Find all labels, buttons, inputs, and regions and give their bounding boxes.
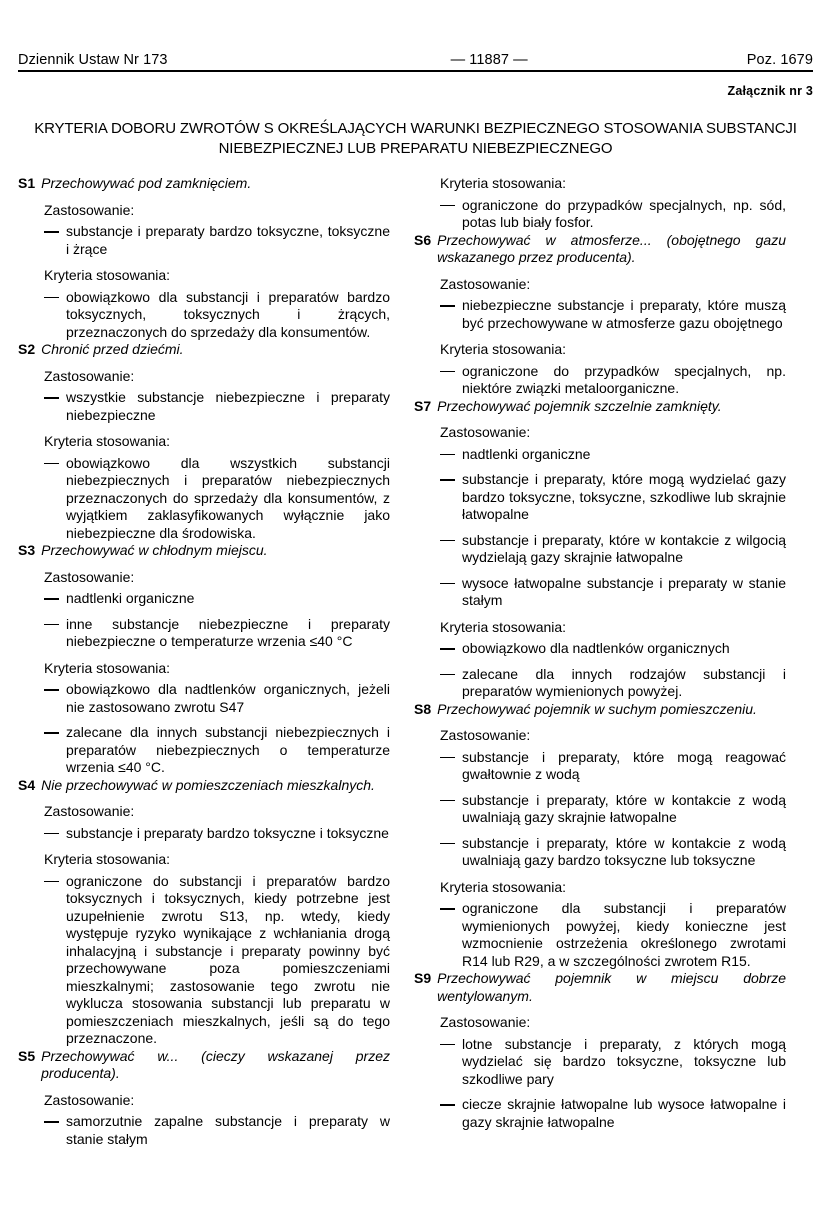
entry-phrase: Przechowywać w chłodnym miejscu. [41,542,268,558]
list-item-text: wszystkie substancje niebezpieczne i preparaty niebezpieczne [66,389,390,423]
entry-s7-kryteria-list [440,640,786,701]
entry-s3-zastosowanie-list [44,590,390,651]
list-item-text: substancje i preparaty, które w kontakcie z wodą uwalniają gazy bardzo toksyczne lub toksyczne [462,834,786,868]
two-column-body [18,175,813,1212]
entry-code: S8 [414,700,432,717]
page-number: — 11887 — [450,52,528,68]
header-rule [18,70,813,72]
entry-s2-zastosowanie-list [44,389,390,424]
entry-phrase: Przechowywać w... (cieczy wskazanej przez producenta). [41,1047,390,1081]
label-kryteria: Kryteria stosowania: [440,341,567,357]
right-column [414,175,786,1212]
entry-s3 [18,542,390,777]
list-item-text: substancje i preparaty bardzo toksyczne, toksyczne i żrące [66,223,390,257]
list-item-text: obowiązkowo dla wszystkich substancji niebezpiecznych i preparatów niebezpiecznych przeznaczonych do sprzedaży dla konsumentów, z wyjątkiem zaklasyfikowanych wyłącznie jako niebezpieczne dla środowiska. [66,454,390,541]
entry-phrase: Przechowywać pojemnik w miejscu dobrze wentylowanym. [437,970,786,1004]
list-item-text: ograniczone dla substancji i preparatów wymienionych powyżej, kiedy konieczne jest wzmocnienie ostrzeżenia określonego zwrotami R14 lub R29, a w szczególności zwrotem R15. [462,900,786,969]
list-item-text: wysoce łatwopalne substancje i preparaty w stanie stałym [462,574,786,608]
list-item [440,471,786,524]
page-title [16,119,815,159]
label-kryteria: Kryteria stosowania: [44,659,171,676]
list-item [44,389,390,424]
label-zastosowanie: Zastosowanie: [440,1014,531,1030]
list-item [44,873,390,1048]
entry-code: S7 [414,397,432,414]
entry-s4-heading [18,777,390,795]
list-item [440,792,786,827]
list-item-text: ograniczone do substancji i preparatów bardzo toksycznych i toksycznych, kiedy potrzebne jest uzupełnienie zwrotu S13, np. wtedy, kiedy występuje ryzyko wynikające z wchłaniania drogą inhalacyjną i substancje i preparaty powinny być przechowywane poza pomieszczeniami mieszkalnymi; zastosowanie tego zwrotu nie wyklucza stosowania substancji lub preparatu w pomieszczeniach mieszkalnych, jeśli są do tego przeznaczone. [66,872,390,1046]
list-item [440,532,786,567]
entry-s5-zastosowanie-list [44,1113,390,1148]
entry-s7 [414,398,786,701]
list-item [44,724,390,777]
entry-s1 [18,175,390,341]
entry-code: S5 [18,1047,36,1064]
entry-s1-kryteria-list [44,289,390,342]
list-item [44,223,390,258]
page-title-line-1: KRYTERIA DOBORU ZWROTÓW S OKREŚLAJĄCYCH WARUNKI BEZPIECZNEGO STOSOWANIA SUBSTANCJI [34,120,797,137]
list-item-text: ograniczone do przypadków specjalnych, np. sód, potas lub biały fosfor. [462,196,786,230]
list-item-text: substancje i preparaty, które mogą wydzielać gazy bardzo toksyczne, toksyczne, szkodliwe lub skrajnie łatwopalne [462,471,786,522]
list-item [44,616,390,651]
list-item [440,363,786,398]
list-item [440,197,786,232]
list-item [44,1113,390,1148]
entry-s3-kryteria-list [44,681,390,777]
entry-s4-kryteria-list [44,873,390,1048]
list-item [44,590,390,608]
entry-code: S3 [18,542,36,558]
list-item [44,681,390,716]
entry-s9-zastosowanie-list [440,1036,786,1132]
entry-s4 [18,777,390,1048]
label-zastosowanie: Zastosowanie: [44,201,135,218]
list-item [440,640,786,658]
page-title-line-2: NIEBEZPIECZNEJ LUB PREPARATU NIEBEZPIECZNEGO [218,140,613,157]
list-item-text: inne substancje niebezpieczne i preparaty niebezpieczne o temperaturze wrzenia ≤40 °C [66,615,390,649]
entry-code: S2 [18,341,36,357]
label-kryteria: Kryteria stosowania: [440,878,567,895]
label-kryteria: Kryteria stosowania: [44,267,171,283]
list-item-text: niebezpieczne substancje i preparaty, które muszą być przechowywane w atmosferze gazu obojętnego [462,297,786,331]
list-item [440,1096,786,1131]
list-item [44,455,390,543]
entry-s5-kryteria-list [440,197,786,232]
entry-s5-heading [18,1048,390,1083]
label-zastosowanie: Zastosowanie: [440,275,531,292]
entry-phrase: Przechowywać w atmosferze... (obojętnego gazu wskazanego przez producenta). [437,231,786,265]
entry-s2 [18,341,390,542]
list-item-text: obowiązkowo dla substancji i preparatów bardzo toksycznych, toksycznych i żrących, przeznaczonych do sprzedaży dla konsumentów. [66,288,390,340]
entry-s2-heading [18,341,390,359]
list-item [440,575,786,610]
list-item-text: nadtlenki organiczne [66,590,195,606]
journal-name: Dziennik Ustaw Nr 173 [18,52,168,68]
label-kryteria: Kryteria stosowania: [44,433,171,449]
list-item-text: obowiązkowo dla nadtlenków organicznych [462,640,730,656]
entry-phrase: Chronić przed dziećmi. [41,341,184,357]
entry-s6 [414,232,786,398]
label-zastosowanie: Zastosowanie: [44,803,135,819]
left-column [18,175,390,1212]
list-item [440,749,786,784]
item-reference: Poz. 1679 [746,52,813,68]
list-item-text: ograniczone do przypadków specjalnych, np. niektóre związki metaloorganiczne. [462,362,786,396]
list-item [440,835,786,870]
list-item-text: substancje i preparaty, które w kontakcie z wodą uwalniają gazy skrajnie łatwopalne [462,791,786,825]
entry-s9 [414,970,786,1131]
list-item-text: substancje i preparaty, które mogą reagować gwałtownie z wodą [462,748,786,782]
entry-phrase: Przechowywać pojemnik szczelnie zamknięty. [437,397,722,414]
list-item-text: lotne substancje i preparaty, z których mogą wydzielać się bardzo toksyczne, toksyczne lub szkodliwe pary [462,1035,786,1087]
list-item [440,666,786,701]
list-item-text: zalecane dla innych substancji niebezpiecznych i preparatów niebezpiecznych o temperaturze wrzenia ≤40 °C. [66,724,390,775]
list-item-text: ciecze skrajnie łatwopalne lub wysoce łatwopalne i gazy skrajnie łatwopalne [462,1096,786,1130]
list-item [44,289,390,342]
entry-s9-heading [414,970,786,1005]
entry-s8-heading [414,701,786,719]
entry-s8 [414,701,786,971]
list-item-text: samorzutnie zapalne substancje i preparaty w stanie stałym [66,1113,390,1147]
label-kryteria: Kryteria stosowania: [440,175,567,191]
label-zastosowanie: Zastosowanie: [44,367,135,384]
entry-s6-heading [414,232,786,267]
list-item [440,900,786,970]
annex-label: Załącznik nr 3 [727,84,813,98]
label-zastosowanie: Zastosowanie: [44,568,135,585]
entry-s8-zastosowanie-list [440,749,786,870]
entry-code: S1 [18,175,36,191]
list-item-text: substancje i preparaty, które w kontakcie z wilgocią wydzielają gazy skrajnie łatwopalne [462,531,786,565]
entry-s8-kryteria-list [440,900,786,970]
entry-code: S6 [414,231,432,248]
entry-s5-continued [414,175,786,232]
list-item [440,1036,786,1089]
entry-s1-zastosowanie-list [44,223,390,258]
running-head [18,44,813,68]
entry-s6-kryteria-list [440,363,786,398]
entry-s6-zastosowanie-list [440,297,786,332]
entry-s7-zastosowanie-list [440,446,786,610]
label-zastosowanie: Zastosowanie: [440,727,531,743]
label-kryteria: Kryteria stosowania: [44,851,171,867]
label-zastosowanie: Zastosowanie: [440,424,531,440]
list-item-text: zalecane dla innych rodzajów substancji i preparatów wymienionych powyżej. [462,665,786,699]
entry-s7-heading [414,398,786,416]
list-item-text: obowiązkowo dla nadtlenków organicznych, jeżeli nie zastosowano zwrotu S47 [66,681,390,715]
entry-s4-zastosowanie-list [44,825,390,843]
entry-s2-kryteria-list [44,455,390,543]
list-item [440,446,786,464]
list-item [440,297,786,332]
entry-phrase: Przechowywać pod zamknięciem. [41,175,252,191]
entry-code: S4 [18,776,36,793]
entry-s1-heading [18,175,390,193]
label-zastosowanie: Zastosowanie: [44,1091,135,1108]
entry-phrase: Nie przechowywać w pomieszczeniach mieszkalnych. [41,776,375,793]
entry-code: S9 [414,970,432,986]
list-item-text: nadtlenki organiczne [462,445,591,462]
entry-s3-heading [18,542,390,560]
entry-s5 [18,1048,390,1149]
list-item-text: substancje i preparaty bardzo toksyczne i toksyczne [66,824,389,841]
list-item [44,825,390,843]
entry-phrase: Przechowywać pojemnik w suchym pomieszczeniu. [437,700,757,717]
label-kryteria: Kryteria stosowania: [440,618,567,635]
